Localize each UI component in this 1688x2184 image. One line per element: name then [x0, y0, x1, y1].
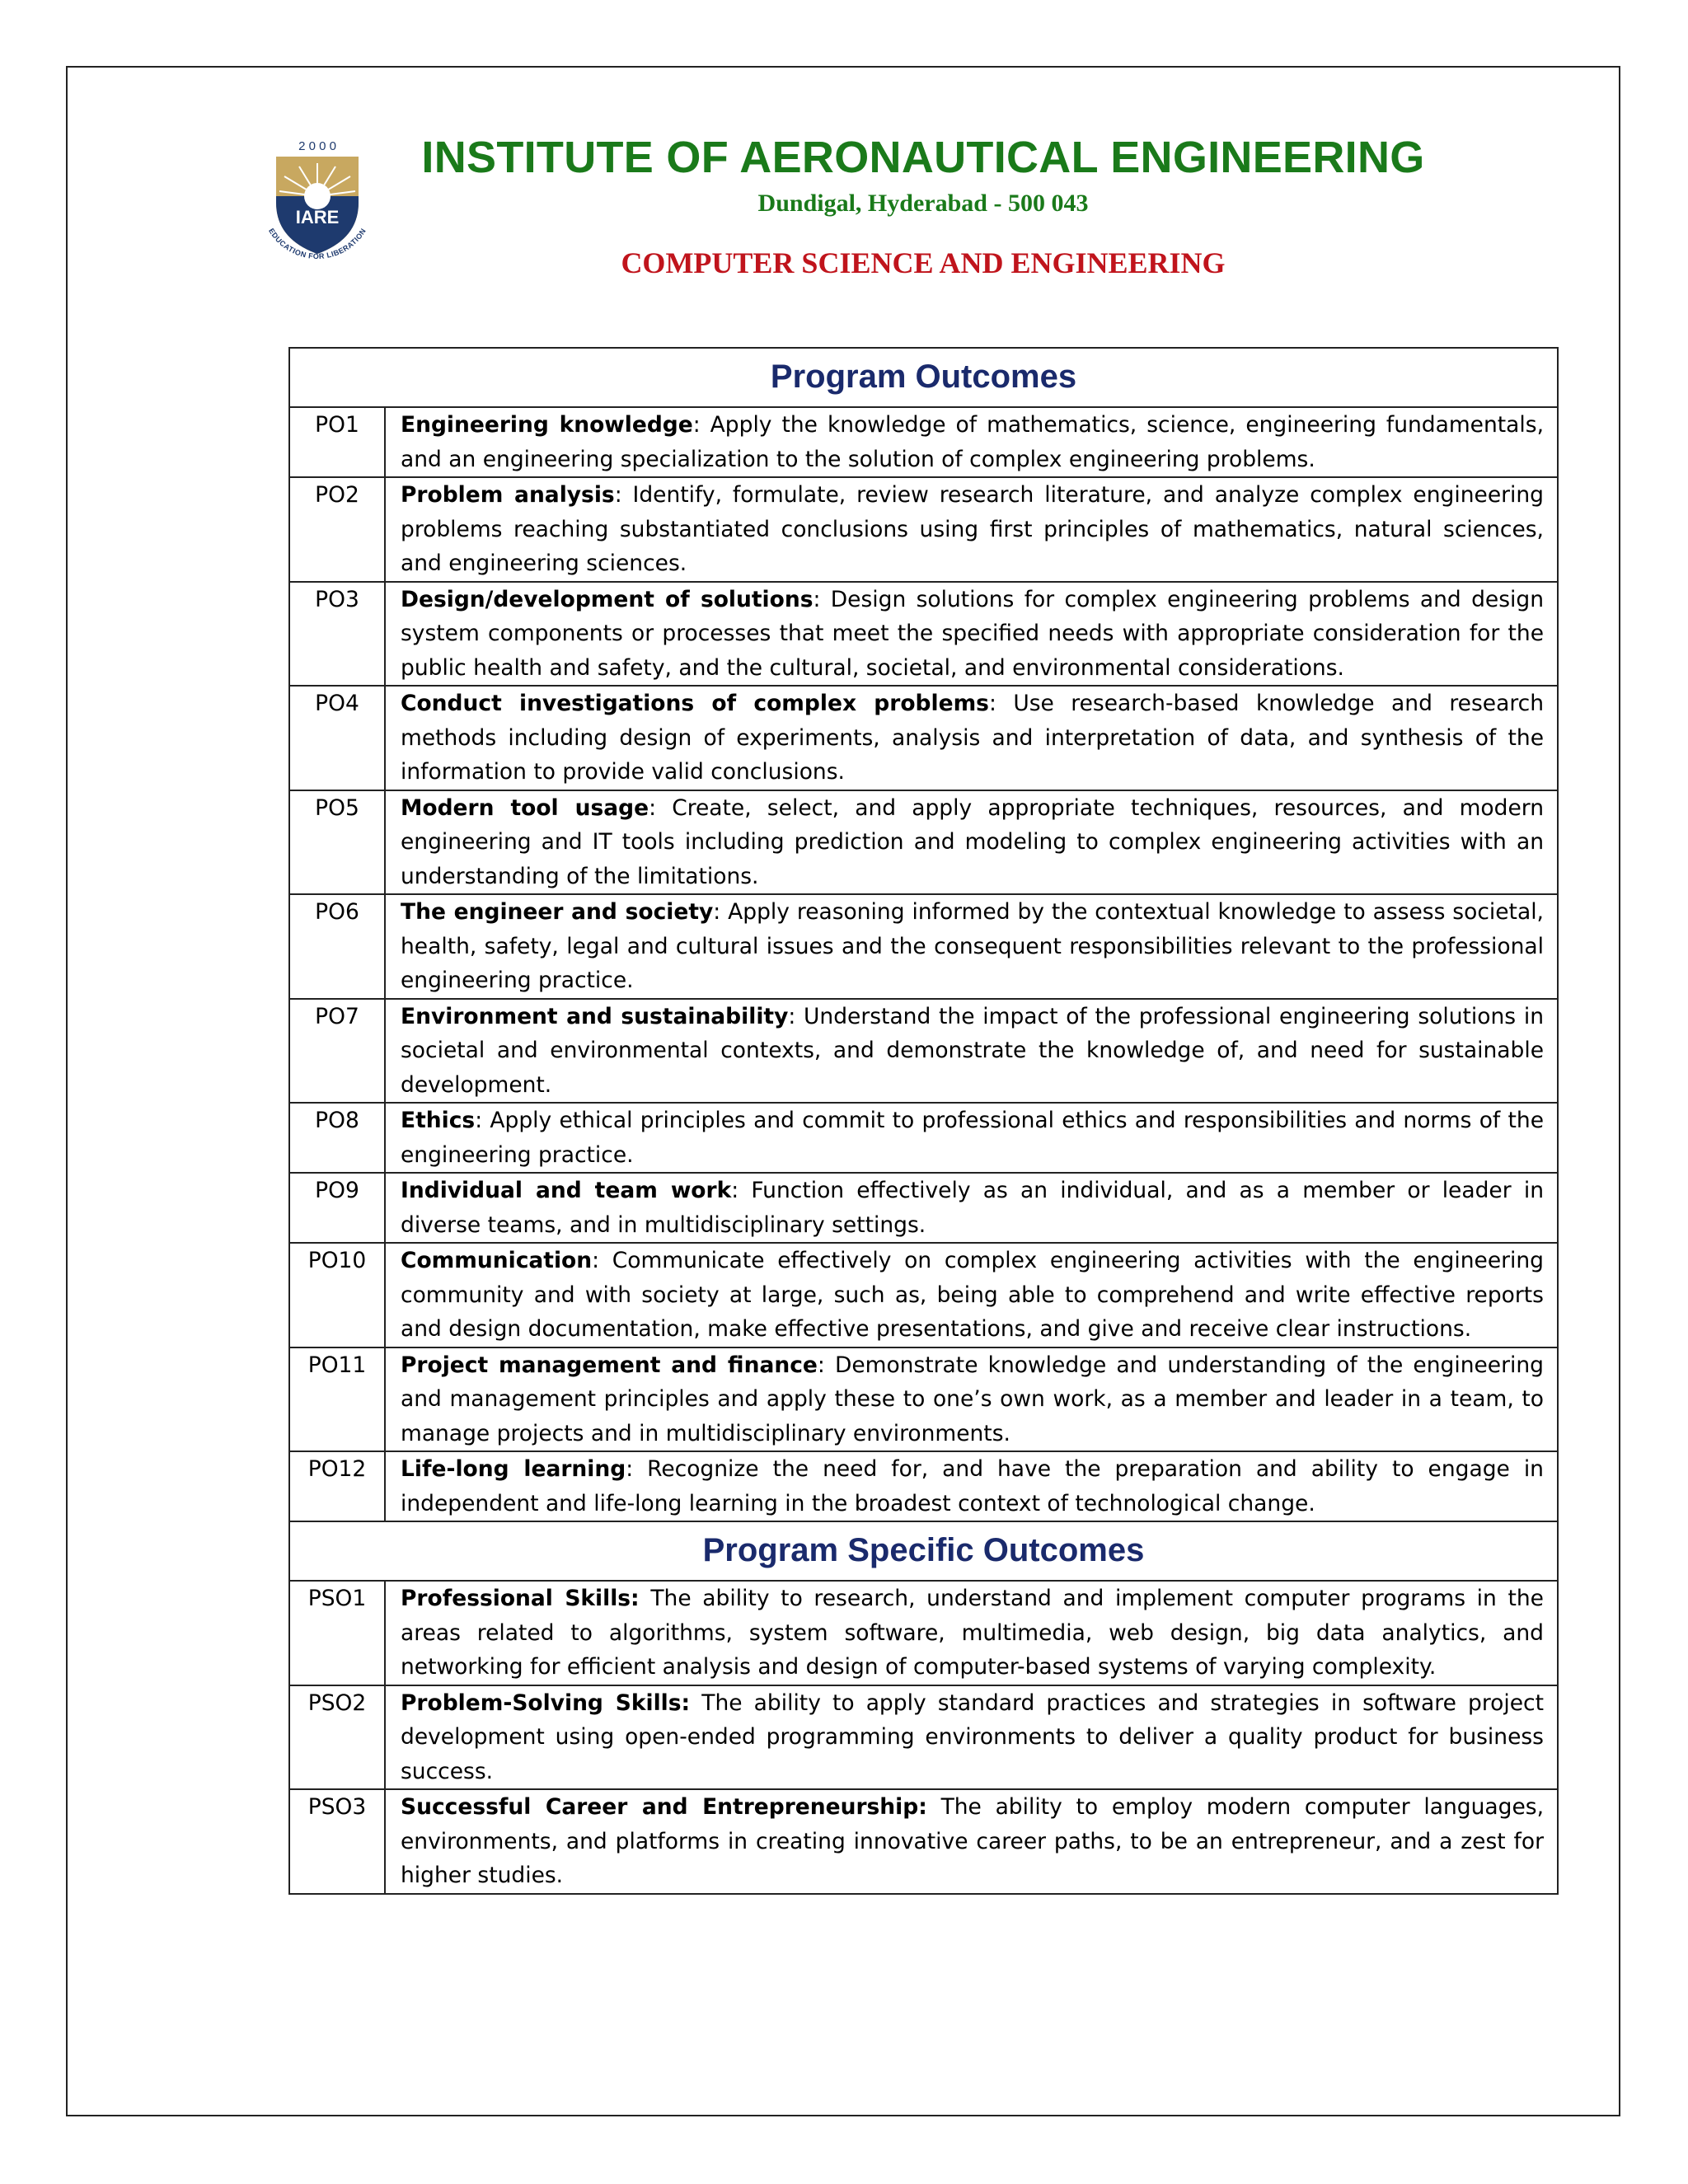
po-term: Conduct investigations of complex problems: [401, 691, 989, 716]
po-code: PO1: [289, 407, 385, 477]
po-description: Design/development of solutions: Design solutions for complex engineering problems and design system components or processes that meet the specified needs with appropriate consideration for the public health and safety, and the cultural, societal, and environmental considerations.: [385, 582, 1558, 687]
department-name: COMPUTER SCIENCE AND ENGINEERING: [621, 246, 1226, 279]
pso-term: Professional Skills:: [401, 1586, 640, 1611]
po-code: PO11: [289, 1347, 385, 1452]
po-term: Ethics: [401, 1108, 476, 1133]
pso-heading-row: [289, 1521, 1558, 1581]
po-term: Life-long learning: [401, 1456, 626, 1482]
logo-motto: EDUCATION FOR LIBERATION: [267, 227, 368, 261]
po-code: PO6: [289, 894, 385, 999]
pso-code: PSO1: [289, 1581, 385, 1685]
po-row: [289, 407, 1558, 477]
po-description: Communication: Communicate effectively on complex engineering activities with the engineering community and with society at large, such as, being able to comprehend and write effective reports and design documentation, make effective presentations, and give and receive clear instructions.: [385, 1243, 1558, 1347]
pso-description: [385, 1685, 1558, 1790]
pso-code: PSO2: [289, 1685, 385, 1790]
po-description: Individual and team work: Function effectively as an individual, and as a member or leader in diverse teams, and in multidisciplinary settings.: [385, 1173, 1558, 1243]
logo-name: IARE: [295, 207, 340, 227]
pso-description: [385, 1789, 1558, 1894]
po-term: Design/development of solutions: [401, 586, 814, 612]
program-outcomes-heading: Program Outcomes: [289, 348, 1558, 407]
po-description: Problem analysis: Identify, formulate, review research literature, and analyze complex engineering problems reaching substantiated conclusions using first principles of mathematics, natural sciences, and engineering sciences.: [385, 477, 1558, 582]
po-row: [289, 477, 1558, 582]
po-row: [289, 999, 1558, 1104]
po-term: Engineering knowledge: [401, 412, 693, 438]
po-description: The engineer and society: Apply reasoning informed by the contextual knowledge to assess societal, health, safety, legal and cultural issues and the consequent responsibilities relevant to the professional engineering practice.: [385, 894, 1558, 999]
pso-code: PSO3: [289, 1789, 385, 1894]
po-description: Environment and sustainability: Understand the impact of the professional engineering solutions in societal and environmental contexts, and demonstrate the knowledge of, and need for sustainable development.: [385, 999, 1558, 1104]
po-term: Individual and team work: [401, 1178, 732, 1203]
pso-description: [385, 1581, 1558, 1685]
po-code: PO2: [289, 477, 385, 582]
po-code: PO10: [289, 1243, 385, 1347]
po-term: Modern tool usage: [401, 794, 649, 821]
po-text: Identify, formulate, review research literature, and analyze complex engineering problems reaching substantiated conclusions using first principles of mathematics, natural sciences, and engineering sciences.: [401, 482, 1544, 576]
pso-text: The ability to apply standard practices and strategies in software project development using open-ended programming environments to deliver a quality product for business success.: [401, 1690, 1544, 1784]
po-row: [289, 894, 1558, 999]
program-outcomes-heading-row: [289, 348, 1558, 407]
po-code: PO3: [289, 582, 385, 687]
po-text: Use research-based knowledge and research methods including design of experiments, analysis and interpretation of data, and synthesis of the information to provide valid conclusions.: [401, 691, 1544, 785]
outcomes-table: [288, 347, 1559, 1895]
po-text: Apply reasoning informed by the contextual knowledge to assess societal, health, safety, legal and cultural issues and the consequent responsibilities relevant to the professional engineering practice.: [401, 899, 1544, 993]
po-code: PO8: [289, 1103, 385, 1173]
po-description: Conduct investigations of complex problems: Use research-based knowledge and research methods including design of experiments, analysis and interpretation of data, and synthesis of the information to provide valid conclusions.: [385, 686, 1558, 790]
po-row: [289, 790, 1558, 895]
po-term: Environment and sustainability: [401, 1003, 789, 1029]
po-description: Ethics: Apply ethical principles and commit to professional ethics and responsibilities and norms of the engineering practice.: [385, 1103, 1558, 1173]
po-text: Apply the knowledge of mathematics, science, engineering fundamentals, and an engineering specialization to the solution of complex engineering problems.: [401, 412, 1544, 472]
po-term: Project management and finance: [401, 1352, 818, 1378]
po-code: PO9: [289, 1173, 385, 1243]
pso-text: The ability to employ modern computer languages, environments, and platforms in creating innovative career paths, to be an entrepreneur, and a zest for higher studies.: [401, 1794, 1544, 1888]
institute-name: INSTITUTE OF AERONAUTICAL ENGINEERING: [421, 133, 1425, 182]
po-term: The engineer and society: [401, 899, 714, 925]
po-code: PO12: [289, 1451, 385, 1521]
pso-text: The ability to research, understand and implement computer programs in the areas related to algorithms, system software, multimedia, web design, big data analytics, and networking for efficient analysis and design of computer-based systems of varying complexity.: [401, 1586, 1544, 1680]
po-text: Understand the impact of the professional engineering solutions in societal and environmental contexts, and demonstrate the knowledge of, and need for sustainable development.: [401, 1003, 1544, 1098]
po-term: Problem analysis: [401, 482, 615, 508]
po-code: PO4: [289, 686, 385, 790]
po-text: Create, select, and apply appropriate techniques, resources, and modern engineering and IT tools including prediction and modeling to complex engineering activities with an understanding of the limitations.: [401, 794, 1544, 889]
po-code: PO7: [289, 999, 385, 1104]
po-term: Communication: [401, 1248, 593, 1273]
po-text: Design solutions for complex engineering problems and design system components or processes that meet the specified needs with appropriate consideration for the public health and safety, and the cultural, societal, and environmental considerations.: [401, 586, 1544, 681]
po-text: Apply ethical principles and commit to professional ethics and responsibilities and norms of the engineering practice.: [401, 1108, 1545, 1168]
po-row: [289, 686, 1558, 790]
po-description: Engineering knowledge: Apply the knowledge of mathematics, science, engineering fundamentals, and an engineering specialization to the solution of complex engineering problems.: [385, 407, 1558, 477]
pso-row: [289, 1581, 1558, 1685]
po-row: [289, 1173, 1558, 1243]
po-text: Function effectively as an individual, and as a member or leader in diverse teams, and in multidisciplinary settings.: [401, 1178, 1544, 1238]
po-text: Demonstrate knowledge and understanding of the engineering and management principles and apply these to one’s own work, as a member and leader in a team, to manage projects and in multidisciplinary environments.: [401, 1352, 1544, 1446]
pso-term: Problem-Solving Skills:: [401, 1690, 691, 1716]
pso-row: [289, 1789, 1558, 1894]
po-row: [289, 1243, 1558, 1347]
pso-row: [289, 1685, 1558, 1790]
po-row: [289, 1347, 1558, 1452]
po-text: Recognize the need for, and have the preparation and ability to engage in independent and life-long learning in the broadest context of technological change.: [401, 1456, 1544, 1516]
po-row: [289, 1451, 1558, 1521]
po-code: PO5: [289, 790, 385, 895]
po-text: Communicate effectively on complex engineering activities with the engineering community and with society at large, such as, being able to comprehend and write effective reports and design documentation, make effective presentations, and give and receive clear instructions.: [401, 1248, 1544, 1342]
logo-year: 2 0 0 0: [298, 139, 336, 153]
po-row: [289, 1103, 1558, 1173]
po-row: [289, 582, 1558, 687]
institute-address: Dundigal, Hyderabad - 500 043: [757, 190, 1089, 217]
program-specific-outcomes-heading: Program Specific Outcomes: [289, 1521, 1558, 1581]
po-description: Life-long learning: Recognize the need for, and have the preparation and ability to engage in independent and life-long learning in the broadest context of technological change.: [385, 1451, 1558, 1521]
po-description: Project management and finance: Demonstrate knowledge and understanding of the engineering and management principles and apply these to one’s own work, as a member and leader in a team, to manage projects and in multidisciplinary environments.: [385, 1347, 1558, 1452]
po-description: Modern tool usage: Create, select, and apply appropriate techniques, resources, and modern engineering and IT tools including prediction and modeling to complex engineering activities with an understanding of the limitations.: [385, 790, 1558, 895]
pso-term: Successful Career and Entrepreneurship:: [401, 1794, 927, 1820]
